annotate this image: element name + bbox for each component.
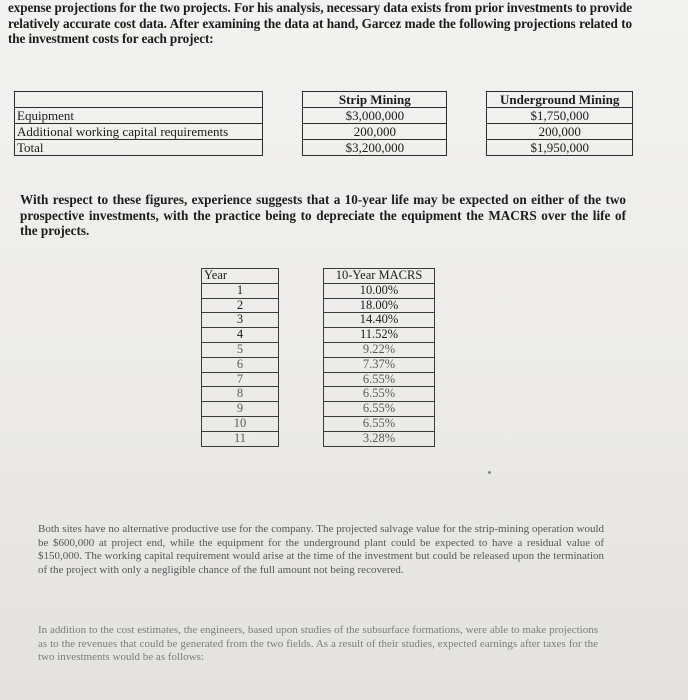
macrs-rate: 14.40%: [324, 313, 435, 328]
macrs-row: [202, 416, 435, 431]
macrs-year: 1: [202, 283, 279, 298]
engineering-studies-paragraph: In addition to the cost estimates, the engineers, based upon studies of the subsurface formations, were able to make projections as to the revenues that could be generated from the two fields. As a result of their studies, expected earnings after taxes for the two investments would be as follows:: [38, 624, 598, 664]
salvage-value-paragraph: Both sites have no alternative productive use for the company. The projected salvage value for the strip-mining operation would be $600,000 at project end, while the equipment for the underground plant could be expected to have a residual value of $150,000. The working capital requirement would arise at the time of the investment but could be released upon the termination of the project with only a negligible chance of the full amount not being recovered.: [38, 523, 604, 576]
macrs-year: 3: [202, 313, 279, 328]
macrs-row: [202, 342, 435, 357]
cost-gap: [263, 92, 303, 108]
underground-mining-header: Underground Mining: [487, 92, 633, 108]
macrs-row: [202, 372, 435, 387]
macrs-rate: 10.00%: [324, 283, 435, 298]
cost-gap: [263, 108, 303, 124]
macrs-rate: 6.55%: [324, 387, 435, 402]
speck: [488, 471, 491, 474]
macrs-year: 9: [202, 402, 279, 417]
macrs-year: 7: [202, 372, 279, 387]
macrs-rate: 3.28%: [324, 431, 435, 446]
macrs-year: 8: [202, 387, 279, 402]
cost-gap: [447, 124, 487, 140]
macrs-gap: [279, 269, 324, 284]
macrs-year: 4: [202, 328, 279, 343]
macrs-year: 5: [202, 342, 279, 357]
macrs-gap: [279, 357, 324, 372]
macrs-rate: 6.55%: [324, 416, 435, 431]
macrs-gap: [279, 298, 324, 313]
cost-gap: [447, 108, 487, 124]
macrs-row: [202, 431, 435, 446]
macrs-row: [202, 402, 435, 417]
macrs-row: [202, 313, 435, 328]
strip-value: $3,200,000: [303, 140, 447, 156]
cost-gap: [447, 92, 487, 108]
macrs-gap: [279, 431, 324, 446]
macrs-rate: 18.00%: [324, 298, 435, 313]
cost-row-equipment: [15, 108, 633, 124]
macrs-gap: [279, 402, 324, 417]
macrs-gap: [279, 328, 324, 343]
macrs-row: [202, 328, 435, 343]
macrs-row: [202, 283, 435, 298]
macrs-rate-header: 10-Year MACRS: [324, 269, 435, 284]
macrs-gap: [279, 387, 324, 402]
macrs-rate: 6.55%: [324, 402, 435, 417]
cost-header-blank: [15, 92, 263, 108]
intro-paragraph: expense projections for the two projects. For his analysis, necessary data exists from prior investments to provide relatively accurate cost data. After examining the data at hand, Garcez made the following projections related to the investment costs for each project:: [8, 0, 632, 47]
cost-row-label: Additional working capital requirements: [15, 124, 263, 140]
year-header: Year: [202, 269, 279, 284]
macrs-gap: [279, 313, 324, 328]
macrs-rate: 6.55%: [324, 372, 435, 387]
macrs-rate: 11.52%: [324, 328, 435, 343]
project-life-paragraph: With respect to these figures, experience suggests that a 10-year life may be expected on either of the two prospective investments, with the practice being to depreciate the equipment the MACRS over the life of the projects.: [20, 192, 626, 239]
cost-row-total: [15, 140, 633, 156]
cost-row-label: Equipment: [15, 108, 263, 124]
strip-value: 200,000: [303, 124, 447, 140]
macrs-row: [202, 298, 435, 313]
macrs-rate: 7.37%: [324, 357, 435, 372]
macrs-year: 2: [202, 298, 279, 313]
macrs-gap: [279, 372, 324, 387]
macrs-table: [201, 268, 435, 447]
underground-value: $1,750,000: [487, 108, 633, 124]
macrs-year: 6: [202, 357, 279, 372]
strip-value: $3,000,000: [303, 108, 447, 124]
strip-mining-header: Strip Mining: [303, 92, 447, 108]
cost-header-row: [15, 92, 633, 108]
macrs-gap: [279, 416, 324, 431]
cost-gap: [447, 140, 487, 156]
cost-row-working-capital: [15, 124, 633, 140]
cost-row-label: Total: [15, 140, 263, 156]
macrs-rate: 9.22%: [324, 342, 435, 357]
cost-gap: [263, 124, 303, 140]
macrs-row: [202, 387, 435, 402]
macrs-row: [202, 357, 435, 372]
investment-cost-table: [14, 91, 633, 156]
macrs-gap: [279, 283, 324, 298]
macrs-header-row: [202, 269, 435, 284]
macrs-year: 11: [202, 431, 279, 446]
underground-value: 200,000: [487, 124, 633, 140]
underground-value: $1,950,000: [487, 140, 633, 156]
macrs-year: 10: [202, 416, 279, 431]
macrs-gap: [279, 342, 324, 357]
cost-gap: [263, 140, 303, 156]
